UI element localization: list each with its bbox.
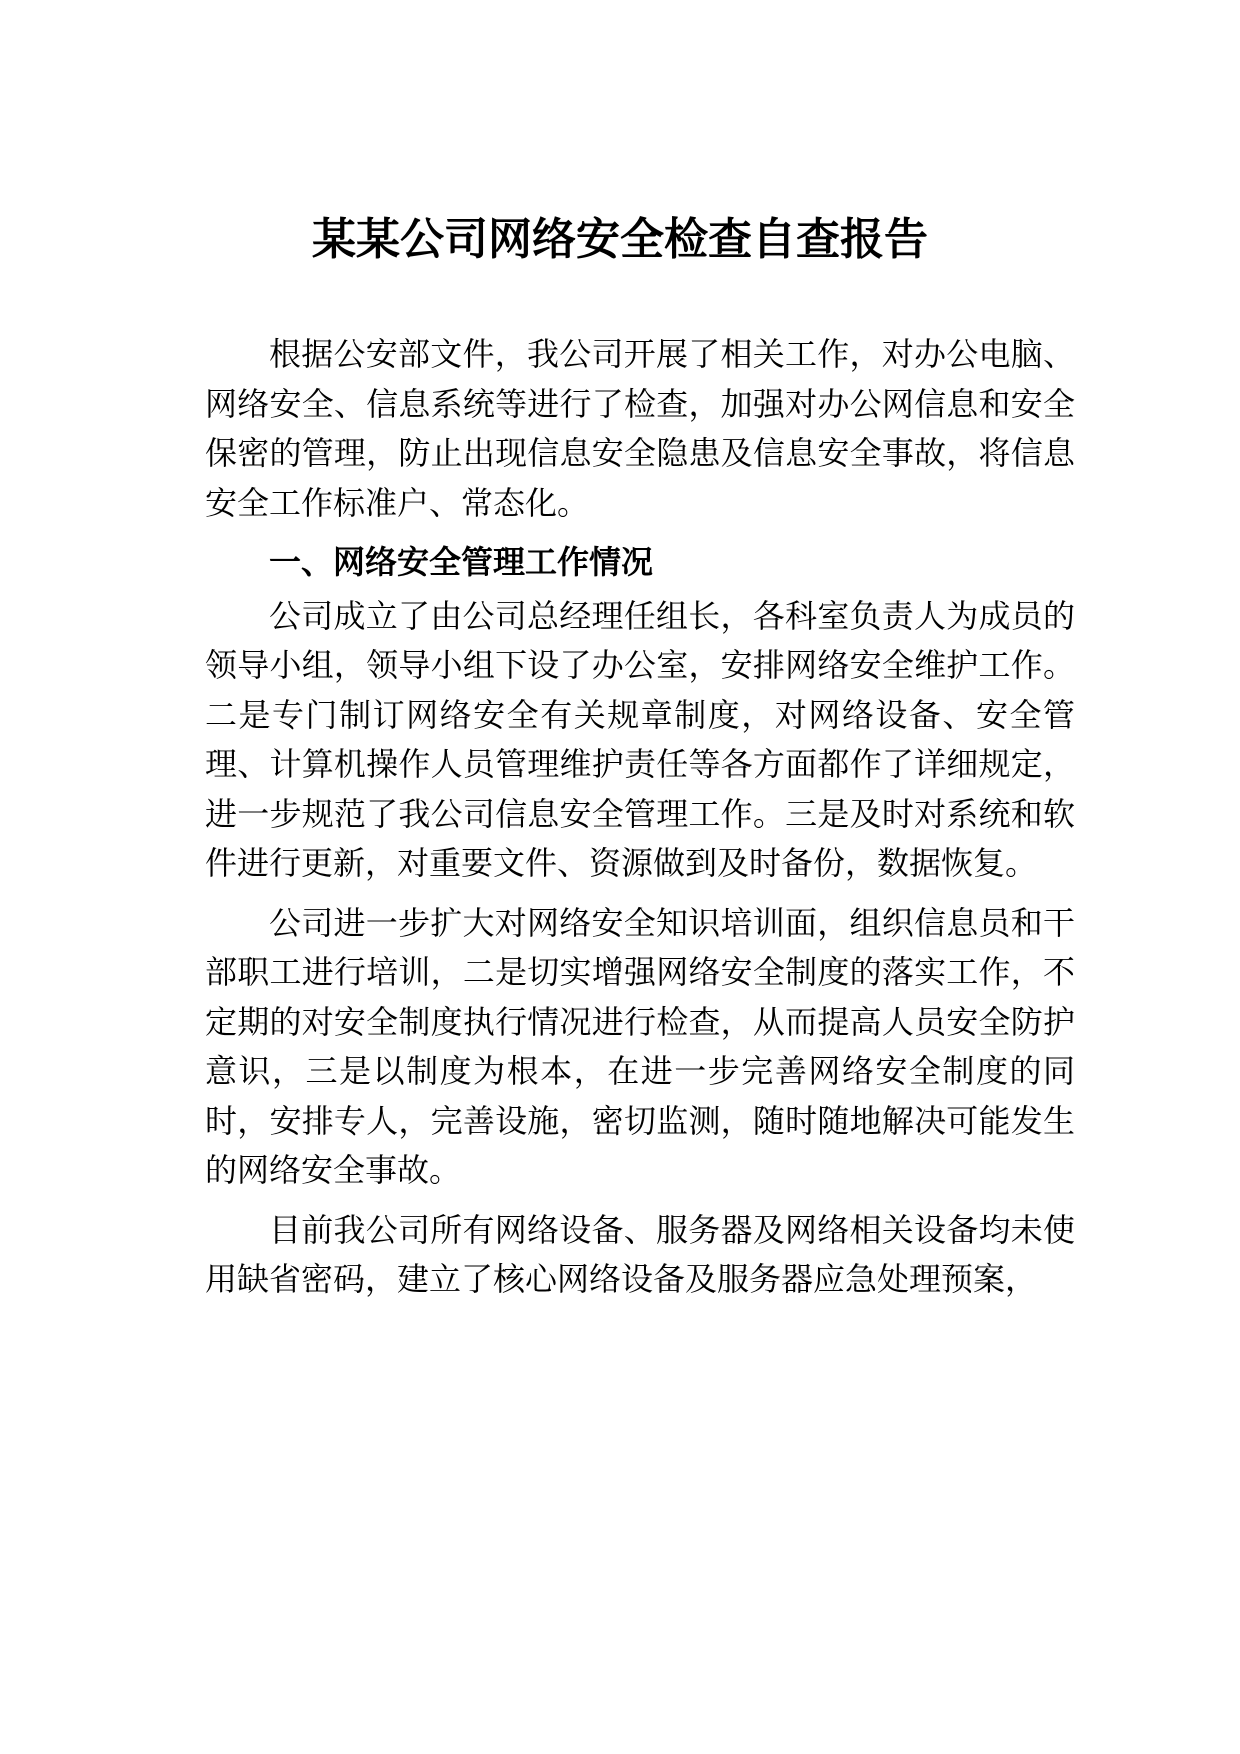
body-paragraph: 公司成立了由公司总经理任组长，各科室负责人为成员的领导小组，领导小组下设了办公室，安排网络安全维护工作。二是专门制订网络安全有关规章制度，对网络设备、安全管理、计算机操作人员管理维护责任等各方面都作了详细规定，进一步规范了我公司信息安全管理工作。三是及时对系统和软件进行更新，对重要文件、资源做到及时备份，数据恢复。	[205, 596, 1075, 882]
document-body	[205, 330, 1075, 1305]
document-title: 某某公司网络安全检查自查报告	[312, 214, 928, 265]
body-paragraph: 公司进一步扩大对网络安全知识培训面，组织信息员和干部职工进行培训，二是切实增强网络安全制度的落实工作，不定期的对安全制度执行情况进行检查，从而提高人员安全防护意识，三是以制度为根本，在进一步完善网络安全制度的同时，安排专人，完善设施，密切监测，随时随地解决可能发生的网络安全事故。	[205, 903, 1075, 1189]
body-paragraph: 目前我公司所有网络设备、服务器及网络相关设备均未使用缺省密码，建立了核心网络设备及服务器应急处理预案，	[205, 1210, 1075, 1298]
section-heading: 一、网络安全管理工作情况	[269, 543, 654, 581]
intro-paragraph: 根据公安部文件，我公司开展了相关工作，对办公电脑、网络安全、信息系统等进行了检查，加强对办公网信息和安全保密的管理，防止出现信息安全隐患及信息安全事故，将信息安全工作标准户、常态化。	[205, 335, 1075, 522]
